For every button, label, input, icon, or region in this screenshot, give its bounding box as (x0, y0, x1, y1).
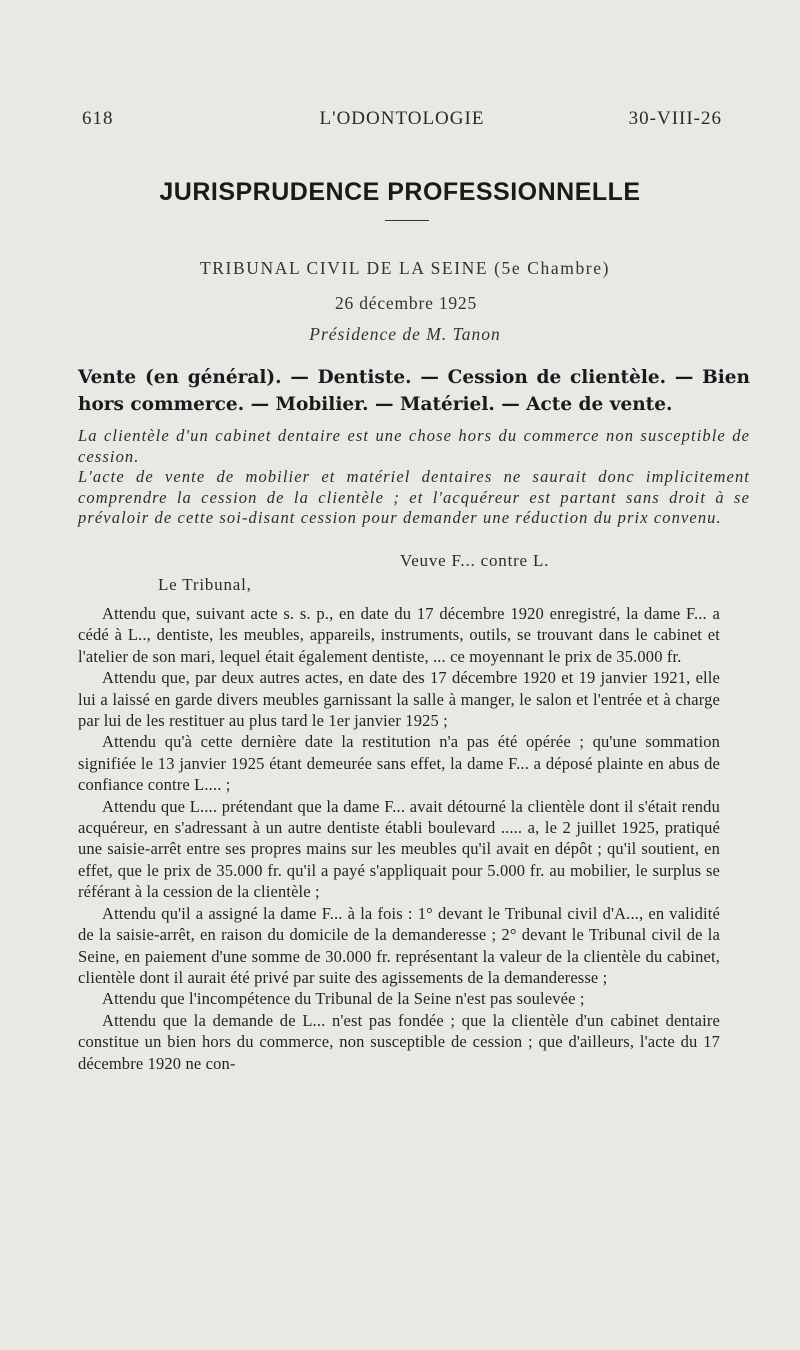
judgment-paragraph: Attendu que, par deux autres actes, en date des 17 décembre 1920 et 19 janvier 1921, elle lui a laissé en garde divers meubles garnissant la salle à manger, le salon et l'entrée et à charge par lui de les restituer au plus tard le 1er janvier 1925 ; (78, 668, 720, 731)
court-presidence: Présidence de M. Tanon (309, 324, 501, 344)
case-parties: Veuve F... contre L. (400, 551, 550, 570)
court-name: TRIBUNAL CIVIL DE LA SEINE (5e Chambre) (199, 258, 611, 278)
issue-date: 30-VIII-26 (628, 108, 722, 129)
title-divider (385, 220, 429, 221)
journal-title: L'ODONTOLOGIE (319, 108, 485, 129)
judgment-paragraph: Attendu que l'incompétence du Tribunal de la Seine n'est pas soulevée ; (102, 989, 585, 1009)
section-title: JURISPRUDENCE PROFESSIONNELLE (159, 178, 641, 206)
judgment-paragraph: Attendu que la demande de L... n'est pas fondée ; que la clientèle d'un cabinet dentaire constitue un bien hors du commerce, non susceptible de cession ; que d'ailleurs, l'acte du 17 décembre 1920 ne con- (78, 1010, 720, 1073)
judgment-paragraph: Attendu qu'il a assigné la dame F... à la fois : 1° devant le Tribunal civil d'A..., en validité de la saisie-arrêt, en raison du domicile de la demanderesse ; 2° devant le Tribunal civil de la Seine, en paiement d'une somme de 30.000 fr. représentant la valeur de la clientèle du cabinet, clientèle dont il aurait été privé par suite des agissements de la demanderesse ; (78, 903, 720, 987)
tribunal-intro: Le Tribunal, (158, 575, 252, 594)
judgment-paragraph: Attendu que, suivant acte s. s. p., en date du 17 décembre 1920 enregistré, la dame F... a cédé à L.., dentiste, les meubles, appareils, instruments, outils, se trouvant dans le cabinet et l'atelier de son mari, lequel était également dentiste, ... ce moyennant le prix de 35.000 fr. (78, 604, 720, 666)
judgment-paragraph: Attendu qu'à cette dernière date la restitution n'a pas été opérée ; qu'une sommation signifiée le 13 janvier 1925 étant demeurée sans effet, la dame F... a déposé plainte en abus de confiance contre L.... ; (78, 732, 720, 795)
summary-paragraph: La clientèle d'un cabinet dentaire est une chose hors du commerce non susceptible de cession. (78, 426, 750, 466)
page-number: 618 (82, 108, 114, 129)
judgment-paragraph: Attendu que L.... prétendant que la dame F... avait détourné la clientèle dont il s'était rendu acquéreur, en s'adressant à un autre dentiste établi boulevard ..... a, le 2 juillet 1925, pratiqué une saisie-arrêt entre ses propres mains sur les meubles qu'il avait en dépôt ; qu'il soutient, en effet, que le prix de 35.000 fr. qu'il a payé s'appliquait pour 5.000 fr. au mobilier, le surplus se référant à la cession de la clientèle ; (78, 796, 720, 902)
summary-paragraph: L'acte de vente de mobilier et matériel dentaires ne saurait donc implicitement comprendre la cession de la clientèle ; et l'acquéreur est partant sans droit à se prévaloir de cette soi-disant cession pour demander une réduction du prix convenu. (78, 467, 750, 527)
court-date: 26 décembre 1925 (334, 293, 478, 313)
running-header (82, 108, 722, 134)
case-keywords: Vente (en général). — Dentiste. — Cession de clientèle. — Bien hors commerce. — Mobilier. — Matériel. — Acte de vente. (78, 367, 750, 415)
judgment-body (78, 603, 720, 1074)
